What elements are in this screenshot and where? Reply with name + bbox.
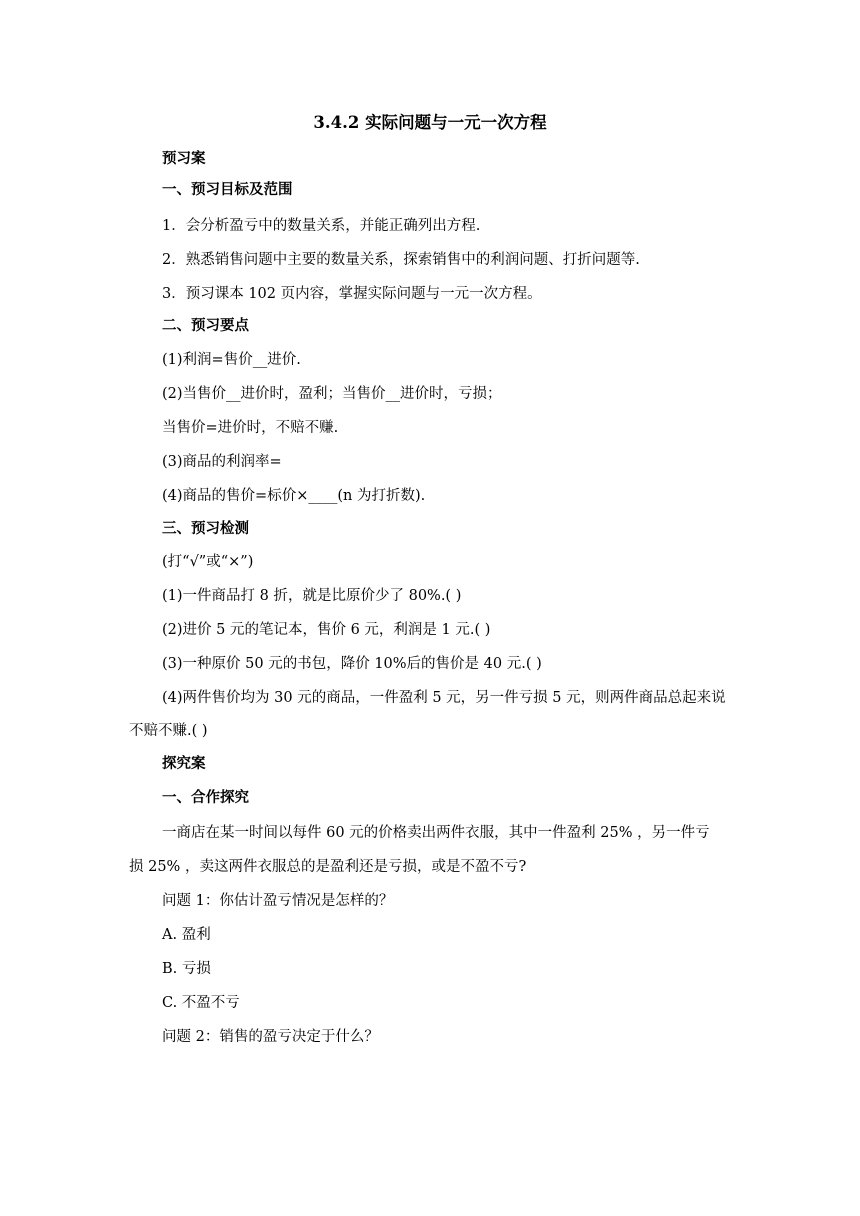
- problem-text-continued: 损 25% ，卖这两件衣服总的是盈利还是亏损，或是不盈不亏?: [129, 859, 527, 875]
- key-point-1: (1)利润=售价__进价.: [162, 352, 301, 368]
- check-item-4-continued: 不赔不赚.( ): [129, 723, 208, 739]
- problem-text: 一商店在某一时间以每件 60 元的价格卖出两件衣服，其中一件盈利 25% ，另一件亏: [162, 825, 710, 841]
- option-c: C. 不盈不亏: [162, 995, 240, 1011]
- check-item-1: (1)一件商品打 8 折，就是比原价少了 80%.( ): [162, 588, 462, 604]
- key-point-2-continued: 当售价=进价时，不赔不赚.: [162, 420, 339, 436]
- goal-item-1: 1．会分析盈亏中的数量关系，并能正确列出方程.: [162, 218, 481, 234]
- subsection-heading-check: 三、预习检测: [162, 520, 249, 537]
- subsection-heading-key-points: 二、预习要点: [162, 317, 249, 334]
- check-instruction: (打“√”或“×”): [162, 554, 254, 570]
- question-1: 问题 1：你估计盈亏情况是怎样的？: [162, 893, 394, 909]
- key-point-2: (2)当售价__进价时，盈利；当售价__进价时，亏损；: [162, 386, 502, 402]
- question-2: 问题 2：销售的盈亏决定于什么？: [162, 1029, 379, 1045]
- section-heading-explore: 探究案: [162, 755, 206, 772]
- option-b: B. 亏损: [162, 961, 211, 977]
- key-point-4: (4)商品的售价=标价×____(n 为打折数).: [162, 488, 426, 504]
- subsection-heading-goals: 一、预习目标及范围: [162, 181, 293, 198]
- page-title: 3.4.2 实际问题与一元一次方程: [313, 113, 547, 132]
- goal-item-3: 3．预习课本 102 页内容，掌握实际问题与一元一次方程。: [162, 286, 542, 302]
- check-item-3: (3)一种原价 50 元的书包，降价 10%后的售价是 40 元.( ): [162, 656, 542, 672]
- option-a: A. 盈利: [162, 927, 211, 943]
- goal-item-2: 2．熟悉销售问题中主要的数量关系，探索销售中的利润问题、打折问题等.: [162, 252, 640, 268]
- check-item-2: (2)进价 5 元的笔记本，售价 6 元，利润是 1 元.( ): [162, 622, 491, 638]
- section-heading-preview: 预习案: [162, 150, 206, 167]
- subsection-heading-cooperate: 一、合作探究: [162, 789, 249, 806]
- key-point-3: (3)商品的利润率=: [162, 454, 282, 470]
- check-item-4: (4)两件售价均为 30 元的商品，一件盈利 5 元，另一件亏损 5 元，则两件商品总起来说: [162, 690, 726, 706]
